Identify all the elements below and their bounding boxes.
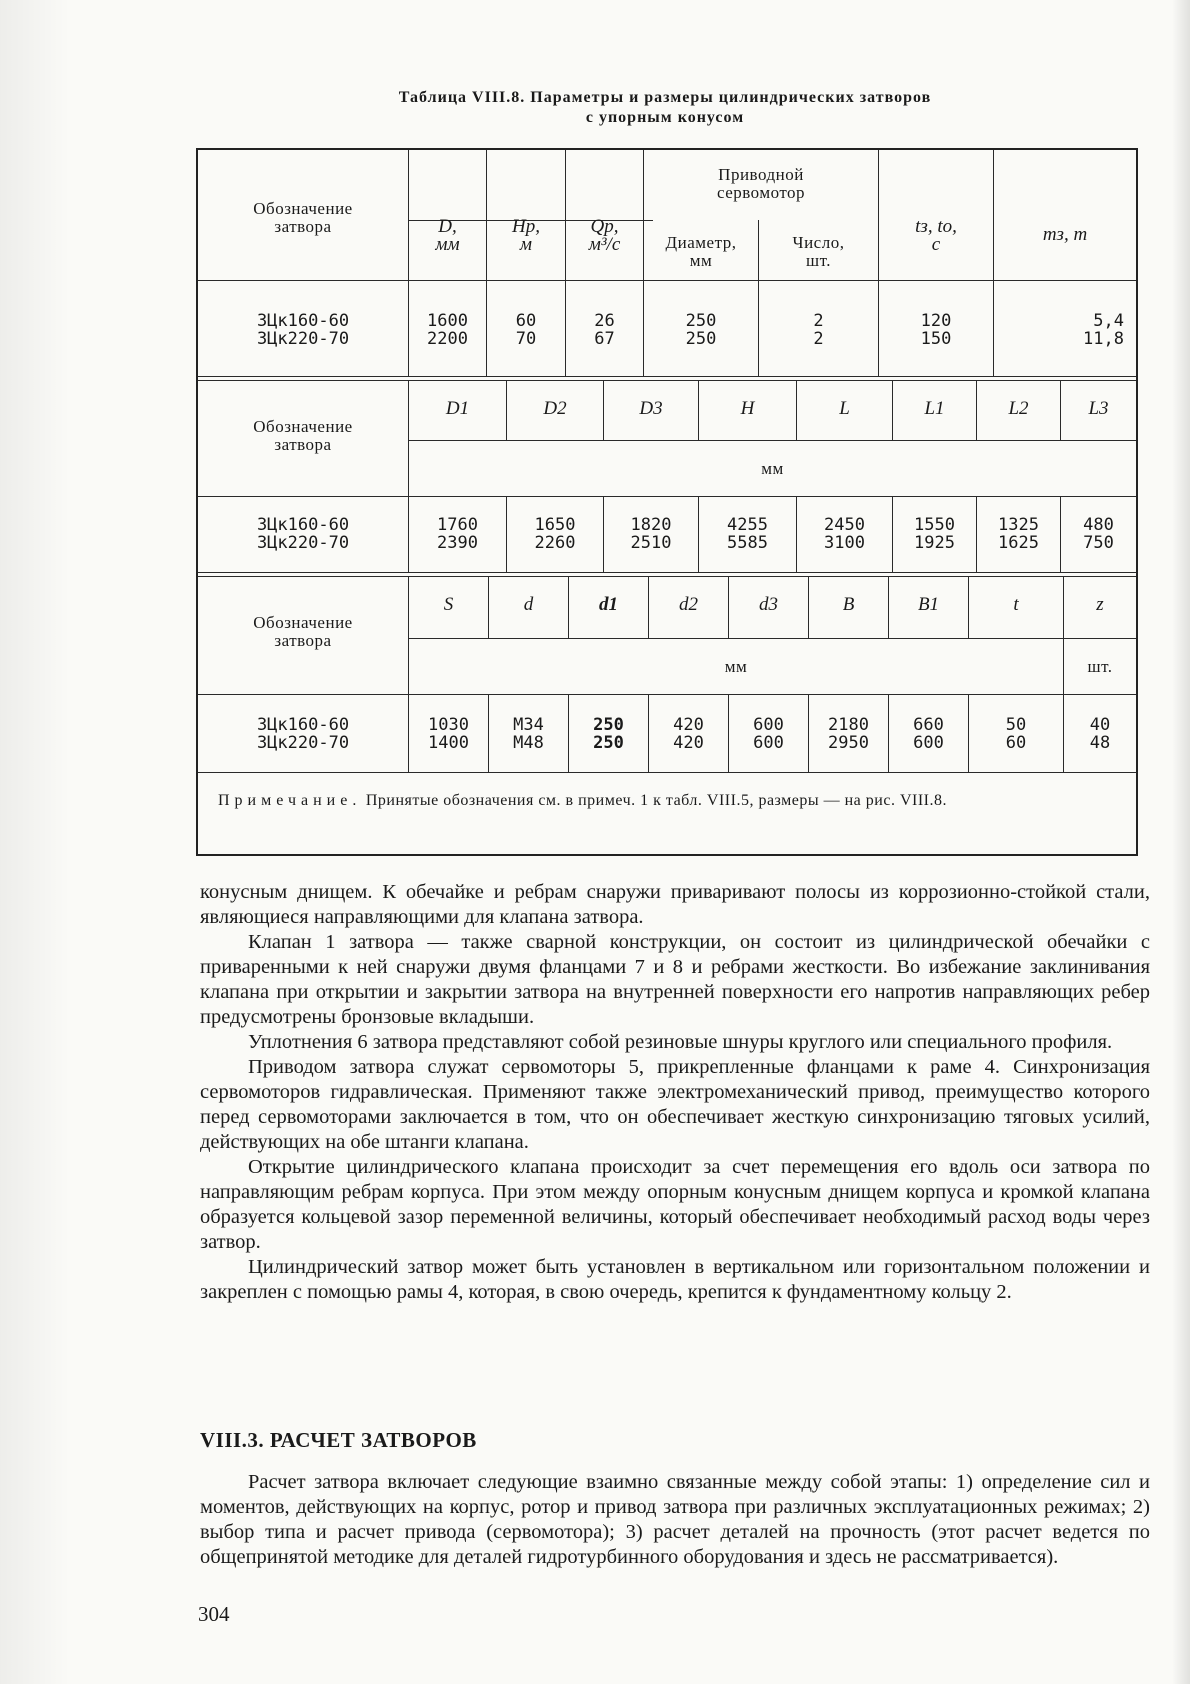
body-text-lower (200, 1470, 1150, 1570)
sec1-header-D-text: D, мм (435, 216, 460, 255)
paragraph-4: Приводом затвора служат сервомоторы 5, прикрепленные фланцами к раме 4. Синхронизация сервомоторов гидравлическая. Применяют также электромеханический привод, преимущество которого перед сервомоторами заключается в том, что он обеспечивает жесткую синхронизацию тяговых усилий, действующих на обе штанги клапана. (200, 1056, 1150, 1153)
sec2-L-values: 2450 3100 (824, 515, 865, 553)
body-text-upper (200, 880, 1150, 1305)
sec3-header-d3 (729, 596, 808, 614)
sec1-time-values: 120 150 (920, 311, 952, 349)
sec3-header-B-text: B (842, 594, 855, 615)
scan-shadow-right (1172, 0, 1190, 1684)
sec2-header-D3-text: D3 (639, 398, 663, 419)
sec3-header-B1 (889, 596, 968, 614)
sec2-D2-values: 1650 2260 (534, 515, 576, 553)
sec3-B-values: 2180 2950 (828, 715, 869, 753)
sec3-d3-values: 600 600 (753, 715, 784, 753)
table-caption-line1: Таблица VIII.8. Параметры и размеры цилиндрических затворов (398, 89, 932, 106)
sec2-L1-values: 1550 1925 (914, 515, 955, 553)
page-number: 304 (198, 1602, 230, 1626)
sec3-header-d1-text: d1 (599, 594, 618, 615)
sec3-unit-pcs: шт. (1087, 657, 1113, 676)
sec2-header-L-text: L (839, 398, 850, 419)
sec3-header-z-text: z (1096, 594, 1104, 615)
sec1-header-time-text: tз, tо, с (915, 216, 957, 255)
sec1-header-time (879, 200, 993, 254)
sec3-B1-values: 660 600 (913, 715, 944, 753)
sec3-header-d3-text: d3 (759, 594, 778, 615)
sec1-header-count: Число, шт. (792, 233, 845, 270)
sec2-L3-values: 480 750 (1083, 515, 1114, 553)
sec1-header-servomotor: Приводной сервомотор (716, 165, 806, 202)
sec2-unit: мм (761, 459, 784, 478)
sec1-mass-values: 5,4 11,8 (1083, 311, 1124, 349)
sec1-header-D (409, 200, 486, 254)
table-note-text: Принятые обозначения см. в примеч. 1 к табл. VIII.5, размеры — на рис. VIII.8. (361, 792, 947, 809)
paragraph-2: Клапан 1 затвора — также сварной конструкции, он состоит из цилиндрической обечайки с приваренными к ней снаружи двумя фланцами 7 и 8 и ребрами жесткости. Во избежание заклинивания клапана при открытии и закрытии затвора на внутренней поверхности его напротив направляющих ребер предусмотрены бронзовые вкладыши. (200, 931, 1150, 1028)
sec1-count-values: 2 2 (813, 311, 824, 349)
paragraph-7: Расчет затвора включает следующие взаимно связанные между собой этапы: 1) определение сил и моментов, действующих на корпус, ротор и привод затвора при различных эксплуатационных режимах; 2) выбор типа и расчет привода (сервомотора); 3) расчет деталей на прочность (этот расчет ведется по общепринятой методике для деталей гидротурбинного оборудования и здесь не рассматривается). (200, 1471, 1150, 1568)
sec2-header-L3-text: L3 (1088, 398, 1109, 419)
sec3-d-values: М34 М48 (513, 715, 544, 753)
sec3-z-values: 40 48 (1089, 715, 1111, 753)
sec1-header-Qp-text: Qp, м³/с (588, 216, 621, 255)
sec1-D-values: 1600 2200 (427, 311, 468, 349)
sec3-header-z (1064, 596, 1136, 614)
sec1-Qp-values: 26 67 (594, 311, 615, 349)
scan-shadow-left (0, 0, 70, 1684)
sec2-D3-values: 1820 2510 (630, 515, 672, 553)
sec3-header-d1 (569, 596, 648, 614)
paragraph-5: Открытие цилиндрического клапана происходит за счет перемещения его вдоль оси затвора по направляющим ребрам корпуса. При этом между опорным конусным днищем корпуса и кромкой клапана образуется кольцевой зазор переменной величины, который обеспечивает необходимый расход воды через затвор. (200, 1156, 1150, 1253)
sec1-header-mass (994, 208, 1136, 244)
sec1-header-Hp (487, 200, 565, 254)
paragraph-6: Цилиндрический затвор может быть установлен в вертикальном или горизонтальном положении и закреплен с помощью рамы 4, которая, в свою очередь, крепится к фундаментному кольцу 2. (200, 1256, 1150, 1303)
sec1-header-Hp-text: Hp, м (512, 216, 540, 255)
sec3-header-t (969, 596, 1063, 614)
sec3-header-S-text: S (443, 594, 454, 615)
sec3-header-S (409, 596, 488, 614)
sec1-diameter-values: 250 250 (685, 311, 717, 349)
table-caption (190, 88, 1140, 128)
sec2-header-D1 (409, 400, 506, 418)
sec3-header-d2 (649, 596, 728, 614)
sec2-header-L2-text: L2 (1008, 398, 1029, 419)
section-heading: VIII.3. РАСЧЕТ ЗАТВОРОВ (200, 1428, 477, 1452)
sec1-row-names: ЗЦк160-60 ЗЦк220-70 (256, 311, 350, 349)
sec2-header-D3 (604, 400, 698, 418)
paragraph-3: Уплотнения 6 затвора представляют собой резиновые шнуры круглого или специального профиля. (248, 1031, 1113, 1053)
sec2-header-D2 (507, 400, 603, 418)
sec3-header-d-text: d (523, 594, 534, 615)
sec1-header-designation: Обозначение затвора (253, 199, 353, 236)
paragraph-1: конусным днищем. К обечайке и ребрам снаружи приваривают полосы из коррозионно-стойкой стали, являющиеся направляющими для клапана затвора. (200, 881, 1150, 928)
parameters-table (196, 148, 1138, 856)
sec2-header-designation: Обозначение затвора (253, 417, 353, 454)
sec3-header-designation: Обозначение затвора (253, 613, 353, 650)
table-note-label: Примечание. (218, 792, 362, 809)
sec3-d2-values: 420 420 (673, 715, 704, 753)
sec2-header-L (797, 400, 892, 418)
sec1-header-Qp (566, 200, 643, 254)
sec2-header-H-text: H (740, 398, 755, 419)
table-note (218, 791, 1118, 811)
sec3-S-values: 1030 1400 (428, 715, 469, 753)
sec2-header-H (699, 400, 796, 418)
sec3-t-values: 50 60 (1005, 715, 1027, 753)
sec2-L2-values: 1325 1625 (998, 515, 1039, 553)
sec3-row-names: ЗЦк160-60 ЗЦк220-70 (256, 715, 350, 753)
sec3-unit-mm: мм (724, 657, 748, 676)
sec2-header-L1-text: L1 (924, 398, 945, 419)
sec1-header-mass-text: mз, т (1042, 224, 1088, 245)
sec2-row-names: ЗЦк160-60 ЗЦк220-70 (256, 515, 350, 553)
sec1-Hp-values: 60 70 (515, 311, 537, 349)
sec1-header-diameter: Диаметр, мм (665, 233, 737, 270)
sec3-header-B1-text: B1 (917, 594, 940, 615)
sec2-H-values: 4255 5585 (727, 515, 768, 553)
sec3-header-B (809, 596, 888, 614)
table-caption-line2: с упорным конусом (585, 109, 745, 126)
sec2-header-D1-text: D1 (445, 398, 470, 419)
sec2-header-L1 (893, 400, 976, 418)
sec3-d1-values: 250 250 (593, 715, 624, 753)
sec2-D1-values: 1760 2390 (437, 515, 478, 553)
sec2-header-D2-text: D2 (543, 398, 567, 419)
sec2-header-L2 (977, 400, 1060, 418)
sec2-header-L3 (1061, 400, 1136, 418)
sec3-header-d (489, 596, 568, 614)
sec3-header-d2-text: d2 (679, 594, 698, 615)
sec3-header-t-text: t (1013, 594, 1019, 615)
